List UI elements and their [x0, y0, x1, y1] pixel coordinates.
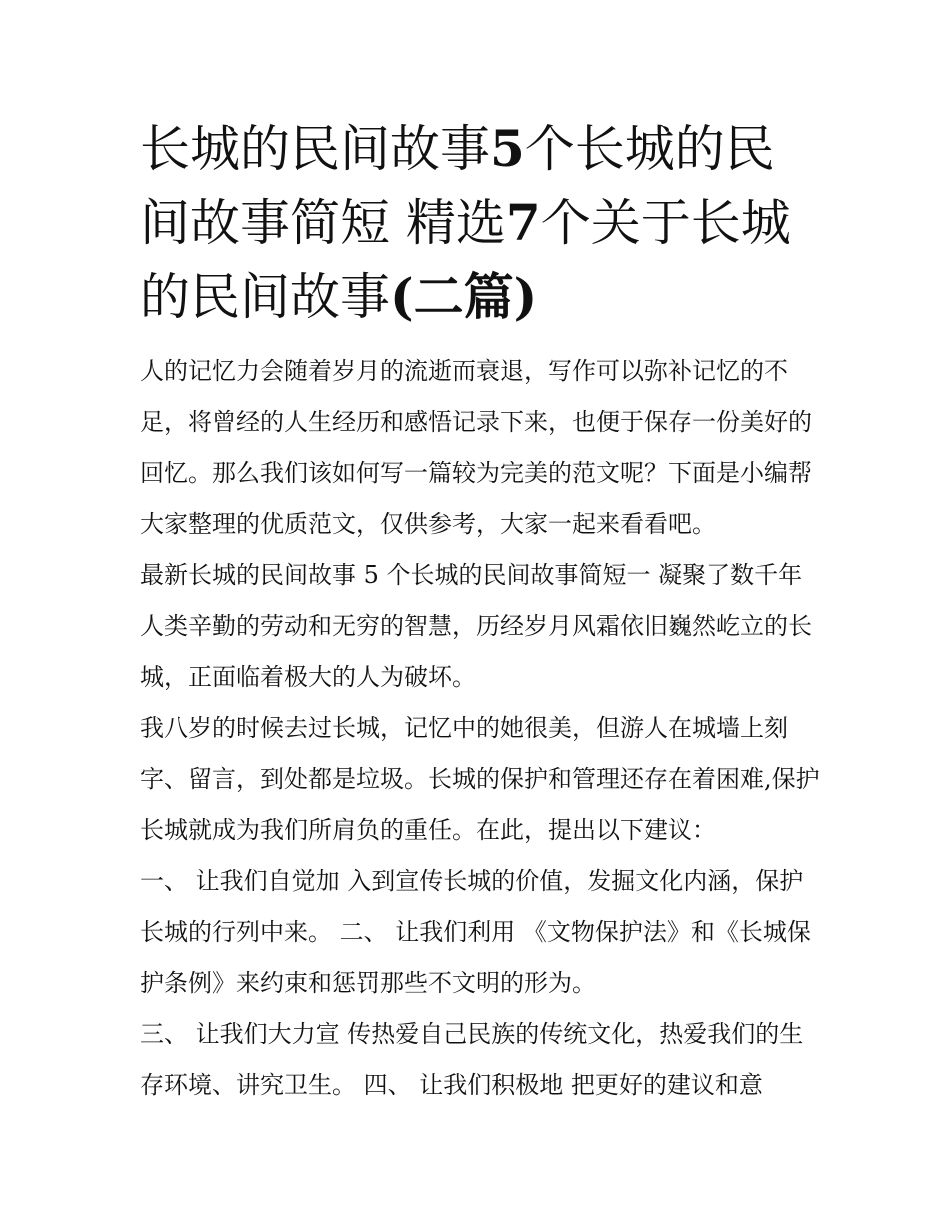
body-paragraph-2: 我八岁的时候去过长城，记忆中的她很美，但游人在城墙上刻字、留言，到处都是垃圾。长城的保护和管理还存在着困难,保护长城就成为我们所肩负的重任。在此，提出以下建议：: [140, 714, 820, 844]
title-number-1: 5: [490, 119, 525, 178]
title-number-2: 7: [505, 193, 541, 252]
title-part-2: 个长城的民间故事简短 精选: [140, 120, 775, 252]
body-paragraph-1: 最新长城的民间故事 5 个长城的民间故事简短一 凝聚了数千年人类辛勤的劳动和无穷的智慧，历经岁月风霜依旧巍然屹立的长城，正面临着极大的人为破坏。: [140, 561, 812, 691]
document-title: [140, 112, 820, 334]
body-paragraph-3: 一、 让我们自觉加 入到宣传长城的价值，发掘文化内涵，保护长城的行列中来。 二、 让我们利用 《文物保护法》和《长城保护条例》来约束和惩罚那些不文明的形为。: [140, 867, 811, 997]
title-suffix: (二篇): [390, 267, 538, 326]
body-paragraph-4: 三、 让我们大力宣 传热爱自己民族的传统文化，热爱我们的生存环境、讲究卫生。 四、 让我们积极地 把更好的建议和意: [140, 1020, 804, 1099]
intro-paragraph: 人的记忆力会随着岁月的流逝而衰退，写作可以弥补记忆的不足，将曾经的人生经历和感悟记录下来，也便于保存一份美好的回忆。那么我们该如何写一篇较为完美的范文呢？下面是小编帮大家整理的优质范文，仅供参考，大家一起来看看吧。: [140, 357, 812, 538]
document-page: [140, 112, 820, 1111]
title-part-1: 长城的民间故事: [140, 120, 490, 178]
title-part-3: 个关于长城的民间故事: [140, 194, 791, 326]
